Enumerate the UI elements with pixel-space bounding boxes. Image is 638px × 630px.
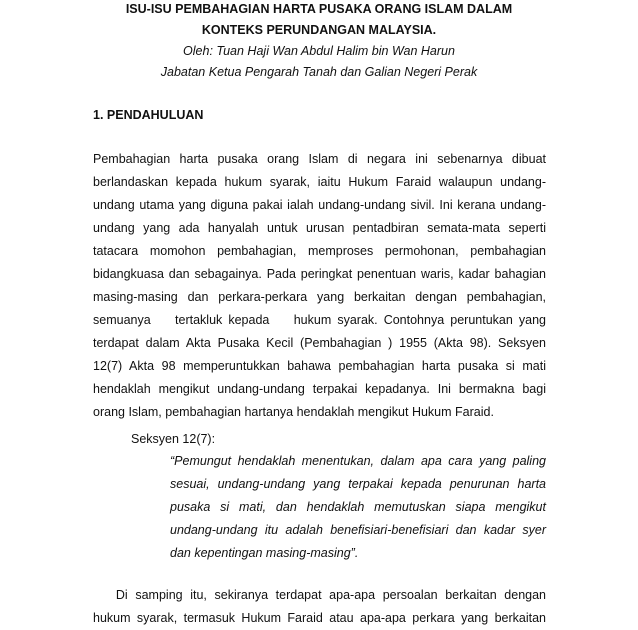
paragraph-line: tatacara momohon pembahagian, memproses permohonan, pembahagian xyxy=(93,244,546,258)
paragraph-line: masing-masing dan perkara-perkara yang berkaitan dengan pembahagian, xyxy=(93,290,546,304)
paragraph-line: 12(7) Akta 98 memperuntukkan bahawa pembahagian harta pusaka si mati xyxy=(93,359,546,373)
quote-line: pusaka si mati, dan hendaklah memutuskan siapa mengikut xyxy=(170,500,546,514)
paragraph-line: hukum syarak, termasuk Hukum Faraid atau apa-apa perkara yang berkaitan xyxy=(93,611,546,625)
paragraph-line: undang yang ada hanyalah untuk urusan pentadbiran semata-mata seperti xyxy=(93,221,546,235)
paragraph-line: terdapat dalam Akta Pusaka Kecil (Pembahagian ) 1955 (Akta 98). Seksyen xyxy=(93,336,546,350)
quote-line: undang-undang itu adalah benefisiari-benefisiari dan kadar syer xyxy=(170,523,546,537)
paragraph-line: undang utama yang diguna pakai ialah undang-undang sivil. Ini kerana undang- xyxy=(93,198,546,212)
paragraph-line: hendaklah mengikut undang-undang terpakai kepadanya. Ini bermakna bagi xyxy=(93,382,546,396)
document-title-line-1: ISU-ISU PEMBAHAGIAN HARTA PUSAKA ORANG ISLAM DALAM xyxy=(125,2,513,16)
quote-line: “Pemungut hendaklah menentukan, dalam apa cara yang paling xyxy=(170,454,546,468)
quote-line: dan kepentingan masing-masing”. xyxy=(170,546,359,560)
paragraph-line: Pembahagian harta pusaka orang Islam di negara ini sebenarnya dibuat xyxy=(93,152,546,166)
paragraph-line: orang Islam, pembahagian hartanya hendaklah mengikut Hukum Faraid. xyxy=(93,405,494,419)
author-name: Oleh: Tuan Haji Wan Abdul Halim bin Wan Harun xyxy=(183,44,455,58)
section-heading: 1. PENDAHULUAN xyxy=(93,108,204,122)
document-title-line-2: KONTEKS PERUNDANGAN MALAYSIA. xyxy=(201,23,437,37)
paragraph-line: Di samping itu, sekiranya terdapat apa-apa persoalan berkaitan dengan xyxy=(93,588,546,602)
paragraph-line: bidangkuasa dan sebagainya. Pada peringkat penentuan waris, kadar bahagian xyxy=(93,267,546,281)
paragraph-line: berlandaskan kepada hukum syarak, iaitu Hukum Faraid walaupun undang- xyxy=(93,175,546,189)
author-department: Jabatan Ketua Pengarah Tanah dan Galian Negeri Perak xyxy=(160,65,478,79)
quote-label: Seksyen 12(7): xyxy=(131,432,216,446)
paragraph-line: semuanya tertakluk kepada hukum syarak. Contohnya peruntukan yang xyxy=(93,313,546,327)
quote-line: sesuai, undang-undang yang terpakai kepada penurunan harta xyxy=(170,477,546,491)
